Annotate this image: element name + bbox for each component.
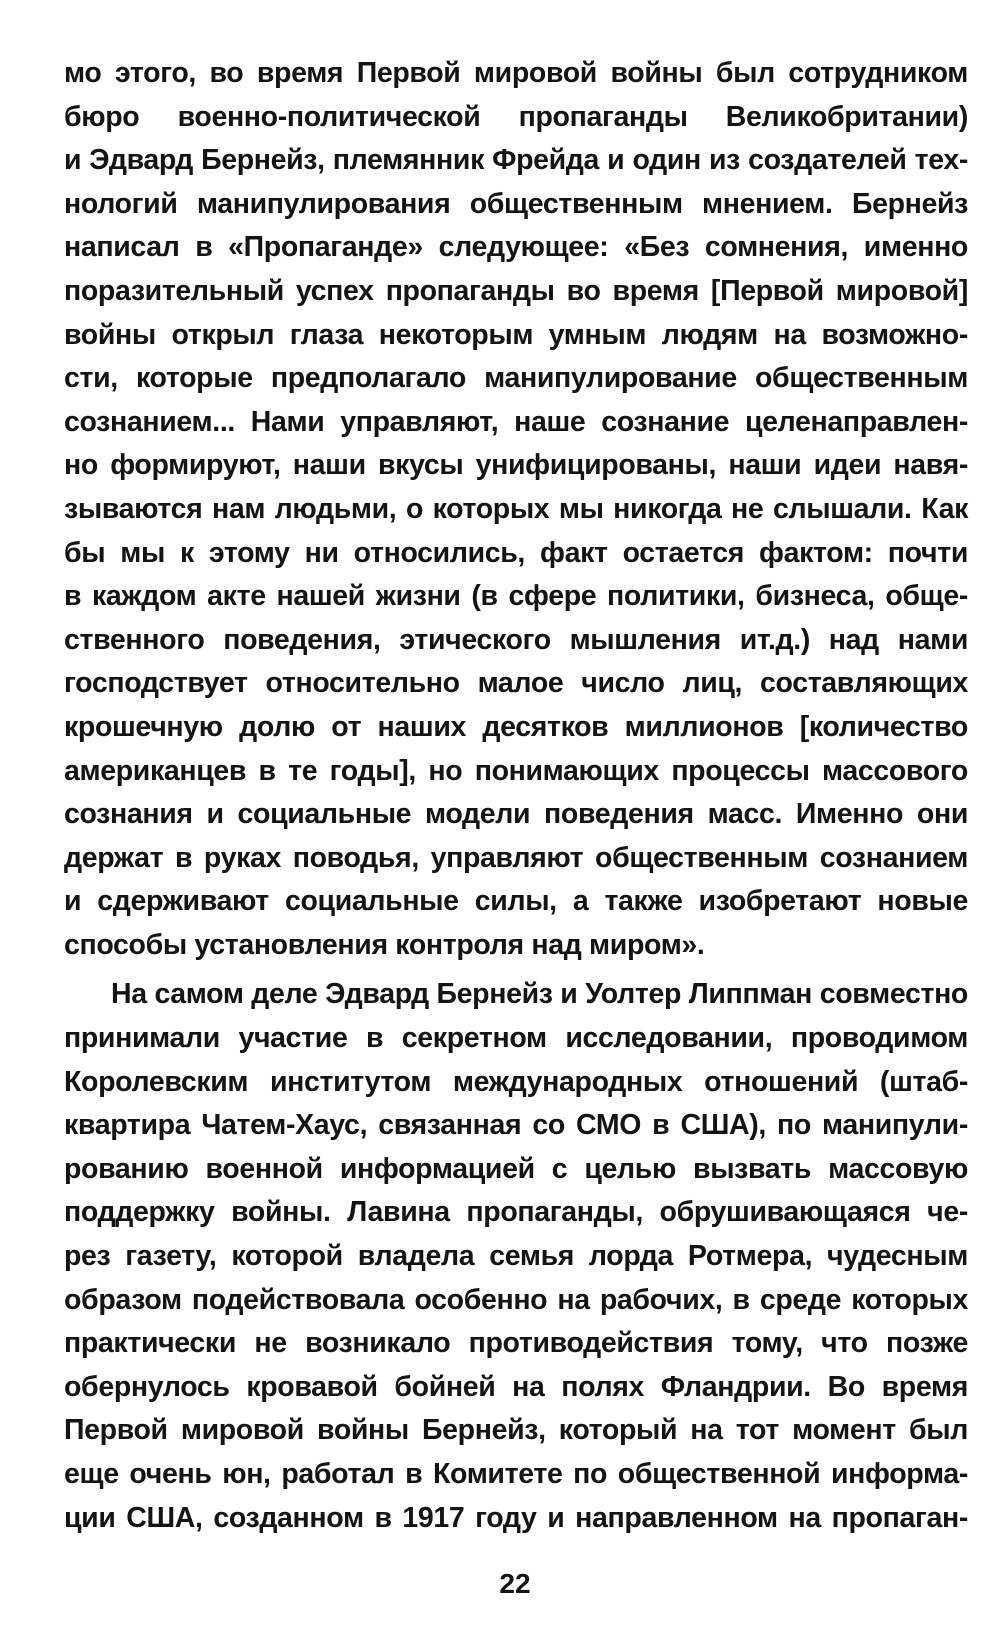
text-line: поддержку войны. Лавина пропаганды, обрушивающаяся че- bbox=[64, 1196, 968, 1229]
text-line: написал в «Пропаганде» следующее: «Без сомнения, именно bbox=[64, 231, 968, 264]
text-line: держат в руках поводья, управляют общественным сознанием bbox=[64, 841, 968, 874]
text-line: мо этого, во время Первой мировой войны был сотрудником bbox=[64, 57, 968, 89]
text-line: сознания и социальные модели поведения масс. Именно они bbox=[64, 798, 968, 831]
body-text bbox=[64, 52, 968, 1540]
text-line: еще очень юн, работал в Комитете по общественной информа- bbox=[64, 1458, 968, 1490]
text-line: сти, которые предполагало манипулирование общественным bbox=[64, 362, 968, 395]
text-line: квартира Чатем-Хаус, связанная со СМО в США), по манипули- bbox=[64, 1109, 968, 1142]
text-line: На самом деле Эдвард Бернейз и Уолтер Липпман совместно bbox=[111, 978, 968, 1011]
text-line: Королевским институтом международных отношений (штаб- bbox=[64, 1065, 968, 1098]
text-line: зываются нам людьми, о которых мы никогда не слышали. Как bbox=[64, 492, 968, 525]
paragraph-2 bbox=[64, 973, 968, 1540]
text-line: рез газету, которой владела семья лорда Ротмера, чудесным bbox=[64, 1240, 968, 1273]
text-line: практически не возникало противодействия тому, что позже bbox=[64, 1327, 968, 1360]
text-line: поразительный успех пропаганды во время [Первой мировой] bbox=[64, 274, 968, 307]
text-line: ственного поведения, этического мышления ит.д.) над нами bbox=[64, 623, 968, 656]
text-line: обернулось кровавой бойней на полях Фландрии. Во время bbox=[64, 1370, 968, 1403]
text-line: в каждом акте нашей жизни (в сфере политики, бизнеса, обще- bbox=[64, 580, 968, 613]
text-line: принимали участие в секретном исследовании, проводимом bbox=[64, 1022, 968, 1055]
text-line: крошечную долю от наших десятков миллионов [количество bbox=[64, 710, 968, 743]
text-line: американцев в те годы], но понимающих процессы массового bbox=[64, 754, 968, 787]
text-line: господствует относительно малое число лиц, составляющих bbox=[64, 667, 968, 700]
text-line: и сдерживают социальные силы, а также изобретают новые bbox=[64, 885, 968, 918]
text-line: сознанием... Нами управляют, наше сознание целенаправлен- bbox=[64, 405, 968, 438]
text-line: нологий манипулирования общественным мнением. Бернейз bbox=[64, 187, 968, 220]
text-line: рованию военной информацией с целью вызвать массовую bbox=[64, 1152, 968, 1185]
text-line: ции США, созданном в 1917 году и направленном на пропаган- bbox=[64, 1501, 968, 1534]
page-number: 22 bbox=[499, 1568, 531, 1599]
text-line: бы мы к этому ни относились, факт остается фактом: почти bbox=[64, 536, 968, 569]
text-line: войны открыл глаза некоторым умным людям на возможно- bbox=[64, 318, 968, 351]
paragraph-1 bbox=[64, 52, 968, 967]
text-line: бюро военно-политической пропаганды Великобритании) bbox=[64, 100, 968, 133]
text-line: Первой мировой войны Бернейз, который на тот момент был bbox=[64, 1414, 968, 1447]
text-line: способы установления контроля над миром». bbox=[64, 928, 705, 961]
text-line: но формируют, наши вкусы унифицированы, наши идеи навя- bbox=[64, 449, 968, 482]
text-line: образом подействовала особенно на рабочих, в среде которых bbox=[64, 1283, 968, 1316]
text-line: и Эдвард Бернейз, племянник Фрейда и один из создателей тех- bbox=[64, 144, 968, 177]
